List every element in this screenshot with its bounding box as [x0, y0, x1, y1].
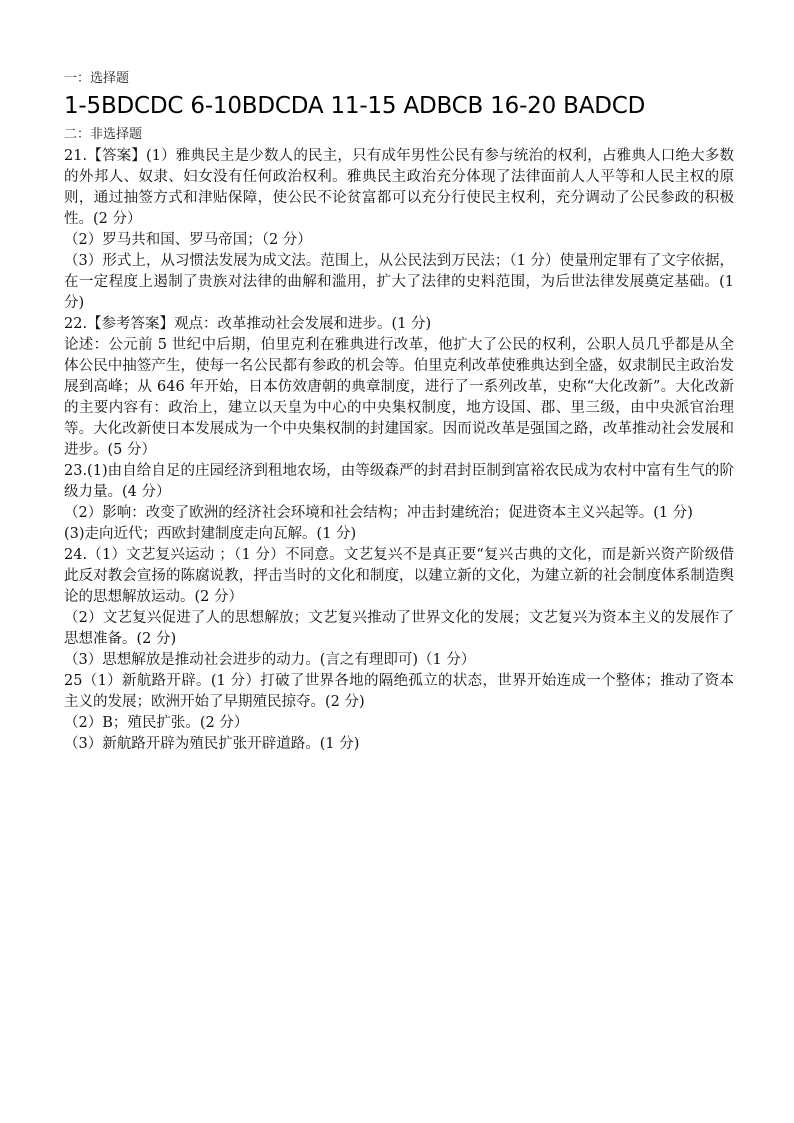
answer-23-part2: （2）影响：改变了欧洲的经济社会环境和社会结构；冲击封建统治；促进资本主义兴起等。(1 分) — [64, 505, 693, 521]
answer-body — [64, 146, 734, 755]
answer-21-part2: （2）罗马共和国、罗马帝国；（2 分） — [64, 232, 312, 248]
answer-24-part3: （3）思想解放是推动社会进步的动力。(言之有理即可)（1 分） — [64, 652, 476, 668]
answer-23-part1: 23.(1)由自给自足的庄园经济到租地农场，由等级森严的封君封臣制到富裕农民成为农村中富有生气的阶级力量。(4 分） — [64, 463, 734, 500]
answer-24-part2: （2）文艺复兴促进了人的思想解放；文艺复兴推动了世界文化的发展；文艺复兴为资本主义的发展作了思想准备。(2 分) — [64, 610, 734, 647]
answer-22-viewpoint: 22.【参考答案】观点：改革推动社会发展和进步。(1 分) — [64, 316, 432, 332]
answer-25-part2: （2）B；殖民扩张。(2 分） — [64, 715, 249, 731]
answer-21-part1: 21.【答案】(1）雅典民主是少数人的民主，只有成年男性公民有参与统治的权利，占雅典人口绝大多数的外邦人、奴隶、妇女没有任何政治权利。雅典民主政治充分体现了法律面前人人平等和人民主权的原则，通过抽签方式和津贴保障，使公民不论贫富都可以充分行使民主权利，充分调动了公民参政的积极性。(2 分） — [64, 148, 734, 227]
section-two-title: 二：非选择题 — [64, 127, 143, 142]
answer-23-part3: (3)走向近代；西欧封建制度走向瓦解。(1 分) — [64, 526, 357, 542]
section-one-title: 一：选择题 — [64, 71, 130, 86]
answer-22-argument: 论述：公元前 5 世纪中后期，伯里克利在雅典进行改革，他扩大了公民的权利，公职人员几乎都是从全体公民中抽签产生，使每一名公民都有参政的机会等。伯里克利改革使雅典达到全盛，奴隶制民主政治发展到高峰；从 646 年开始，日本仿效唐朝的典章制度，进行了一系列改革，史称“大化改新”。大化改新的主要内容有：政治上，建立以天皇为中心的中央集权制度，地方设国、郡、里三级，由中央派官治理等。大化改新使日本发展成为一个中央集权制的封建国家。因而说改革是强国之路，改革推动社会发展和进步。(5 分） — [64, 337, 734, 458]
multiple-choice-answers: 1-5BDCDC 6-10BDCDA 11-15 ADBCB 16-20 BADCD — [64, 93, 646, 119]
answer-25-part3: （3）新航路开辟为殖民扩张开辟道路。(1 分) — [64, 736, 360, 752]
answer-25-part1: 25（1）新航路开辟。(1 分）打破了世界各地的隔绝孤立的状态，世界开始连成一个整体；推动了资本主义的发展；欧洲开始了早期殖民掠夺。(2 分) — [64, 673, 734, 710]
answer-24-part1: 24.（1）文艺复兴运动 ；（1 分）不同意。文艺复兴不是真正要“复兴古典的文化，而是新兴资产阶级借此反对教会宣扬的陈腐说教，抨击当时的文化和制度，以建立新的文化，为建立新的社会制度体系制造舆论的思想解放运动。(2 分） — [64, 547, 734, 605]
answer-21-part3: （3）形式上，从习惯法发展为成文法。范围上，从公民法到万民法；（1 分）使量刑定罪有了文字依据，在一定程度上遏制了贵族对法律的曲解和滥用，扩大了法律的史料范围，为后世法律发展奠定基础。(1 分) — [64, 253, 734, 311]
